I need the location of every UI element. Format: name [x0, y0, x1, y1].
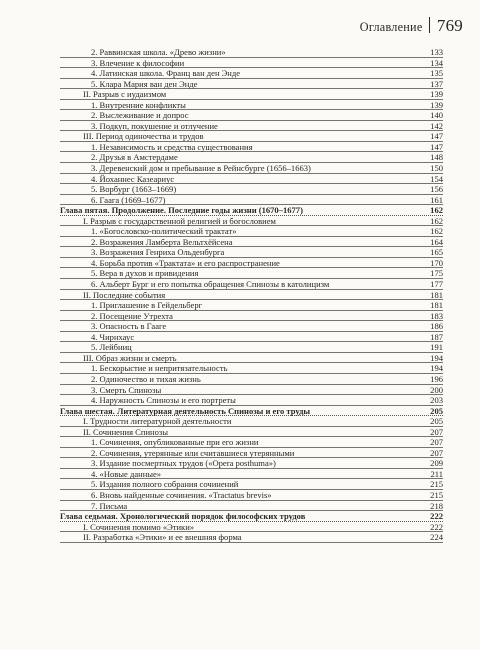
- toc-entry-title: 3. Влечение к философии: [91, 57, 185, 68]
- running-head: [314, 15, 463, 37]
- toc-entry-page: 156: [430, 184, 443, 195]
- toc-chapter-row: [60, 406, 443, 417]
- toc-entry-title: 1. Сочинения, опубликованные при его жизни: [91, 437, 259, 448]
- toc-row: [60, 290, 443, 301]
- toc-entry-title: 4. Латинская школа. Франц ван ден Энде: [91, 68, 241, 79]
- toc-entry-title: 2. Выслеживание и допрос: [91, 110, 189, 121]
- toc-entry-title: 5. Ворбург (1663–1669): [91, 184, 177, 195]
- toc-entry-title: 3. Издание посмертных трудов («Opera posthuma»): [91, 458, 276, 469]
- toc-row: [60, 469, 443, 480]
- toc-entry-title: Глава седьмая. Хронологический порядок философских трудов: [60, 511, 306, 522]
- table-of-contents: [60, 47, 443, 543]
- toc-entry-page: 135: [430, 68, 443, 79]
- toc-row: [60, 247, 443, 258]
- toc-entry-title: I. Сочинения помимо «Этики»: [83, 521, 195, 532]
- toc-row: [60, 501, 443, 512]
- toc-entry-page: 137: [430, 78, 443, 89]
- toc-entry-title: 6. Альберт Бург и его попытка обращения Спинозы в католицизм: [91, 279, 330, 290]
- toc-row: [60, 100, 443, 111]
- toc-entry-title: 3. Подкуп, покушение и отлучение: [91, 120, 218, 131]
- toc-entry-title: 4. Чирнхаус: [91, 331, 135, 342]
- toc-entry-title: II. Разрыв с иудаизмом: [83, 89, 167, 100]
- toc-entry-title: 1. Внутренние конфликты: [91, 99, 186, 110]
- toc-row: [60, 363, 443, 374]
- toc-entry-title: 3. Опасность в Гааге: [91, 321, 167, 332]
- toc-entry-title: 3. Смерть Спинозы: [91, 384, 162, 395]
- toc-entry-page: 211: [430, 468, 443, 479]
- toc-row: [60, 68, 443, 79]
- toc-row: [60, 342, 443, 353]
- toc-chapter-row: [60, 205, 443, 216]
- toc-entry-title: 4. Йоханнес Казеариус: [91, 173, 175, 184]
- toc-entry-page: 183: [430, 310, 443, 321]
- toc-entry-page: 140: [430, 110, 443, 121]
- toc-row: [60, 395, 443, 406]
- toc-entry-title: 5. Вера в духов и привидения: [91, 268, 199, 279]
- toc-entry-title: I. Разрыв с государственной религией и богословием: [83, 215, 276, 226]
- toc-entry-page: 154: [430, 173, 443, 184]
- toc-entry-page: 150: [430, 163, 443, 174]
- toc-entry-page: 222: [430, 521, 443, 532]
- toc-entry-title: 5. Лейбниц: [91, 342, 132, 353]
- toc-row: [60, 216, 443, 227]
- toc-row: [60, 195, 443, 206]
- toc-entry-title: Глава шестая. Литературная деятельность Спинозы и его труды: [60, 405, 311, 416]
- toc-entry-page: 181: [430, 289, 443, 300]
- toc-row: [60, 332, 443, 343]
- toc-entry-page: 196: [430, 373, 443, 384]
- toc-entry-title: 7. Письма: [91, 500, 128, 511]
- toc-entry-page: 218: [430, 500, 443, 511]
- toc-entry-page: 139: [430, 89, 443, 100]
- toc-row: [60, 353, 443, 364]
- toc-row: [60, 89, 443, 100]
- toc-entry-page: 207: [430, 426, 443, 437]
- toc-row: [60, 131, 443, 142]
- toc-entry-title: 2. Одиночество и тихая жизнь: [91, 373, 201, 384]
- toc-entry-title: 1. Приглашение в Гейдельберг: [91, 300, 203, 311]
- toc-entry-title: 6. Вновь найденные сочинения. «Tractatus brevis»: [91, 489, 272, 500]
- toc-entry-page: 215: [430, 479, 443, 490]
- toc-entry-page: 207: [430, 447, 443, 458]
- toc-row: [60, 163, 443, 174]
- toc-entry-title: 3. Деревенский дом и пребывание в Рейнсбурге (1656–1663): [91, 163, 311, 174]
- toc-row: [60, 522, 443, 533]
- toc-entry-page: 181: [430, 300, 443, 311]
- toc-entry-page: 186: [430, 321, 443, 332]
- toc-entry-page: 164: [430, 236, 443, 247]
- toc-entry-title: 5. Издания полного собрания сочинений: [91, 479, 239, 490]
- toc-row: [60, 385, 443, 396]
- toc-entry-page: 205: [430, 416, 443, 427]
- toc-row: [60, 321, 443, 332]
- toc-chapter-row: [60, 511, 443, 522]
- toc-row: [60, 416, 443, 427]
- toc-row: [60, 142, 443, 153]
- toc-entry-page: 148: [430, 152, 443, 163]
- toc-row: [60, 47, 443, 58]
- toc-entry-page: 162: [430, 215, 443, 226]
- toc-entry-page: 222: [430, 511, 443, 522]
- toc-entry-page: 205: [430, 405, 443, 416]
- toc-entry-page: 162: [430, 205, 443, 216]
- toc-entry-page: 187: [430, 331, 443, 342]
- toc-entry-page: 162: [430, 226, 443, 237]
- toc-entry-title: III. Период одиночества и трудов: [83, 131, 204, 142]
- toc-entry-page: 147: [430, 141, 443, 152]
- toc-entry-page: 224: [430, 532, 443, 543]
- toc-entry-page: 191: [430, 342, 443, 353]
- toc-entry-title: I. Трудности литературной деятельности: [83, 416, 232, 427]
- toc-entry-page: 194: [430, 352, 443, 363]
- toc-row: [60, 448, 443, 459]
- toc-entry-page: 209: [430, 458, 443, 469]
- toc-entry-title: 2. Возражения Ламберта Вельтхёйсена: [91, 236, 233, 247]
- toc-entry-page: 200: [430, 384, 443, 395]
- toc-row: [60, 110, 443, 121]
- toc-entry-page: 139: [430, 99, 443, 110]
- toc-row: [60, 437, 443, 448]
- toc-entry-title: 1. Независимость и средства существования: [91, 141, 253, 152]
- toc-row: [60, 427, 443, 438]
- toc-row: [60, 121, 443, 132]
- toc-entry-title: 4. Борьба против «Трактата» и его распространение: [91, 257, 280, 268]
- toc-entry-title: 6. Гаага (1669–1677): [91, 194, 166, 205]
- toc-row: [60, 58, 443, 69]
- toc-entry-page: 142: [430, 120, 443, 131]
- toc-entry-title: 2. Сочинения, утерянные или считавшиеся утерянными: [91, 447, 295, 458]
- toc-row: [60, 374, 443, 385]
- toc-row: [60, 490, 443, 501]
- toc-entry-page: 133: [430, 47, 443, 57]
- toc-entry-page: 165: [430, 247, 443, 258]
- toc-entry-title: 3. Возражения Генриха Ольденбурга: [91, 247, 225, 258]
- toc-entry-page: 161: [430, 194, 443, 205]
- toc-entry-title: 1. Бескорыстие и непритязательность: [91, 363, 228, 374]
- toc-entry-page: 194: [430, 363, 443, 374]
- toc-entry-page: 134: [430, 57, 443, 68]
- page-number: 769: [436, 16, 463, 35]
- toc-row: [60, 184, 443, 195]
- toc-entry-title: III. Образ жизни и смерть: [83, 352, 177, 363]
- toc-entry-title: 4. «Новые данные»: [91, 468, 162, 479]
- toc-entry-page: 215: [430, 489, 443, 500]
- toc-entry-page: 207: [430, 437, 443, 448]
- toc-entry-title: II. Сочинения Спинозы: [83, 426, 168, 437]
- toc-entry-title: Глава пятая. Продолжение. Последние годы жизни (1670–1677): [60, 205, 303, 216]
- toc-entry-title: 2. Посещение Утрехта: [91, 310, 173, 321]
- toc-entry-title: 2. Раввинская школа. «Древо жизни»: [91, 47, 226, 57]
- toc-row: [60, 226, 443, 237]
- toc-entry-title: II. Разработка «Этики» и ее внешняя форма: [83, 532, 242, 543]
- toc-entry-page: 177: [430, 279, 443, 290]
- toc-entry-title: 1. «Богословско-политический трактат»: [91, 226, 237, 237]
- toc-entry-title: 5. Клара Мария ван ден Энде: [91, 78, 198, 89]
- toc-entry-page: 147: [430, 131, 443, 142]
- toc-row: [60, 479, 443, 490]
- toc-row: [60, 152, 443, 163]
- toc-entry-title: II. Последние события: [83, 289, 166, 300]
- toc-row: [60, 532, 443, 543]
- toc-entry-title: 4. Наружность Спинозы и его портреты: [91, 395, 236, 406]
- toc-row: [60, 174, 443, 185]
- toc-entry-page: 203: [430, 395, 443, 406]
- toc-row: [60, 258, 443, 269]
- toc-row: [60, 79, 443, 90]
- section-title: Оглавление: [359, 20, 423, 34]
- toc-row: [60, 279, 443, 290]
- toc-entry-title: 2. Друзья в Амстердаме: [91, 152, 178, 163]
- toc-entry-page: 170: [430, 257, 443, 268]
- header-separator: [429, 17, 430, 33]
- toc-row: [60, 458, 443, 469]
- toc-entry-page: 175: [430, 268, 443, 279]
- toc-row: [60, 311, 443, 322]
- toc-row: [60, 237, 443, 248]
- toc-row: [60, 300, 443, 311]
- toc-row: [60, 268, 443, 279]
